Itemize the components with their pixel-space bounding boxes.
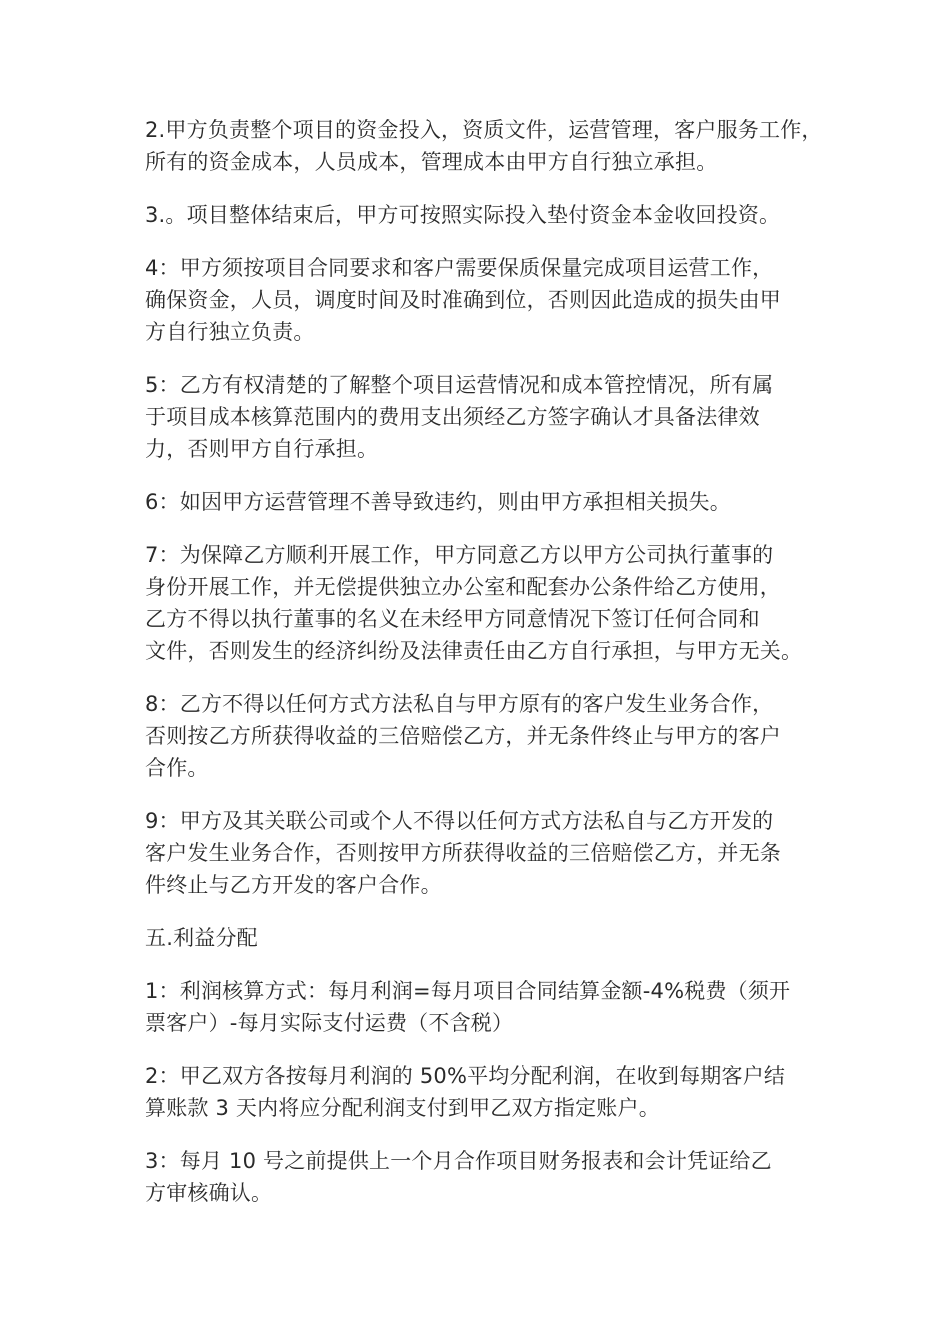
text-line: 确保资金，人员，调度时间及时准确到位，否则因此造成的损失由甲 xyxy=(145,288,781,312)
text-line: 算账款 3 天内将应分配利润支付到甲乙双方指定账户。 xyxy=(145,1096,660,1120)
paragraph-clause-8 xyxy=(145,688,825,784)
text-line: 9：甲方及其关联公司或个人不得以任何方式方法私自与乙方开发的 xyxy=(145,809,774,833)
section-heading-profit-distribution xyxy=(145,922,825,954)
paragraph-clause-4 xyxy=(145,252,825,348)
paragraph-clause-9 xyxy=(145,805,825,901)
text-line: 否则按乙方所获得收益的三倍赔偿乙方，并无条件终止与甲方的客户 xyxy=(145,724,781,748)
text-line: 方审核确认。 xyxy=(145,1181,273,1205)
text-line: 所有的资金成本，人员成本，管理成本由甲方自行独立承担。 xyxy=(145,150,718,174)
text-line: 身份开展工作，并无偿提供独立办公室和配套办公条件给乙方使用， xyxy=(145,575,781,599)
text-line: 五.利益分配 xyxy=(145,926,258,950)
text-line: 客户发生业务合作，否则按甲方所获得收益的三倍赔偿乙方，并无条 xyxy=(145,841,781,865)
text-line: 文件，否则发生的经济纠纷及法律责任由乙方自行承担，与甲方无关。 xyxy=(145,639,803,663)
text-line: 票客户）-每月实际支付运费（不含税） xyxy=(145,1011,514,1035)
text-line: 3：每月 10 号之前提供上一个月合作项目财务报表和会计凭证给乙 xyxy=(145,1149,772,1173)
paragraph-clause-6 xyxy=(145,486,825,518)
paragraph-profit-2 xyxy=(145,1060,825,1124)
text-line: 乙方不得以执行董事的名义在未经甲方同意情况下签订任何合同和 xyxy=(145,607,760,631)
text-line: 4：甲方须按项目合同要求和客户需要保质保量完成项目运营工作， xyxy=(145,256,774,280)
paragraph-clause-7 xyxy=(145,539,825,667)
text-line: 5：乙方有权清楚的了解整个项目运营情况和成本管控情况，所有属 xyxy=(145,373,774,397)
document-page xyxy=(145,114,825,1230)
text-line: 件终止与乙方开发的客户合作。 xyxy=(145,873,442,897)
paragraph-clause-3 xyxy=(145,199,825,231)
text-line: 方自行独立负责。 xyxy=(145,320,315,344)
paragraph-clause-5 xyxy=(145,369,825,465)
text-line: 力，否则甲方自行承担。 xyxy=(145,437,379,461)
text-line: 2.甲方负责整个项目的资金投入，资质文件，运营管理，客户服务工作， xyxy=(145,118,823,142)
paragraph-profit-1 xyxy=(145,975,825,1039)
text-line: 于项目成本核算范围内的费用支出须经乙方签字确认才具备法律效 xyxy=(145,405,760,429)
paragraph-clause-2 xyxy=(145,114,825,178)
text-line: 2：甲乙双方各按每月利润的 50%平均分配利润，在收到每期客户结 xyxy=(145,1064,786,1088)
text-line: 合作。 xyxy=(145,756,209,780)
text-line: 7：为保障乙方顺利开展工作，甲方同意乙方以甲方公司执行董事的 xyxy=(145,543,774,567)
text-line: 3.。项目整体结束后，甲方可按照实际投入垫付资金本金收回投资。 xyxy=(145,203,781,227)
paragraph-profit-3 xyxy=(145,1145,825,1209)
text-line: 6：如因甲方运营管理不善导致违约，则由甲方承担相关损失。 xyxy=(145,490,731,514)
text-line: 1：利润核算方式：每月利润=每月项目合同结算金额-4%税费（须开 xyxy=(145,979,791,1003)
text-line: 8：乙方不得以任何方式方法私自与甲方原有的客户发生业务合作， xyxy=(145,692,774,716)
